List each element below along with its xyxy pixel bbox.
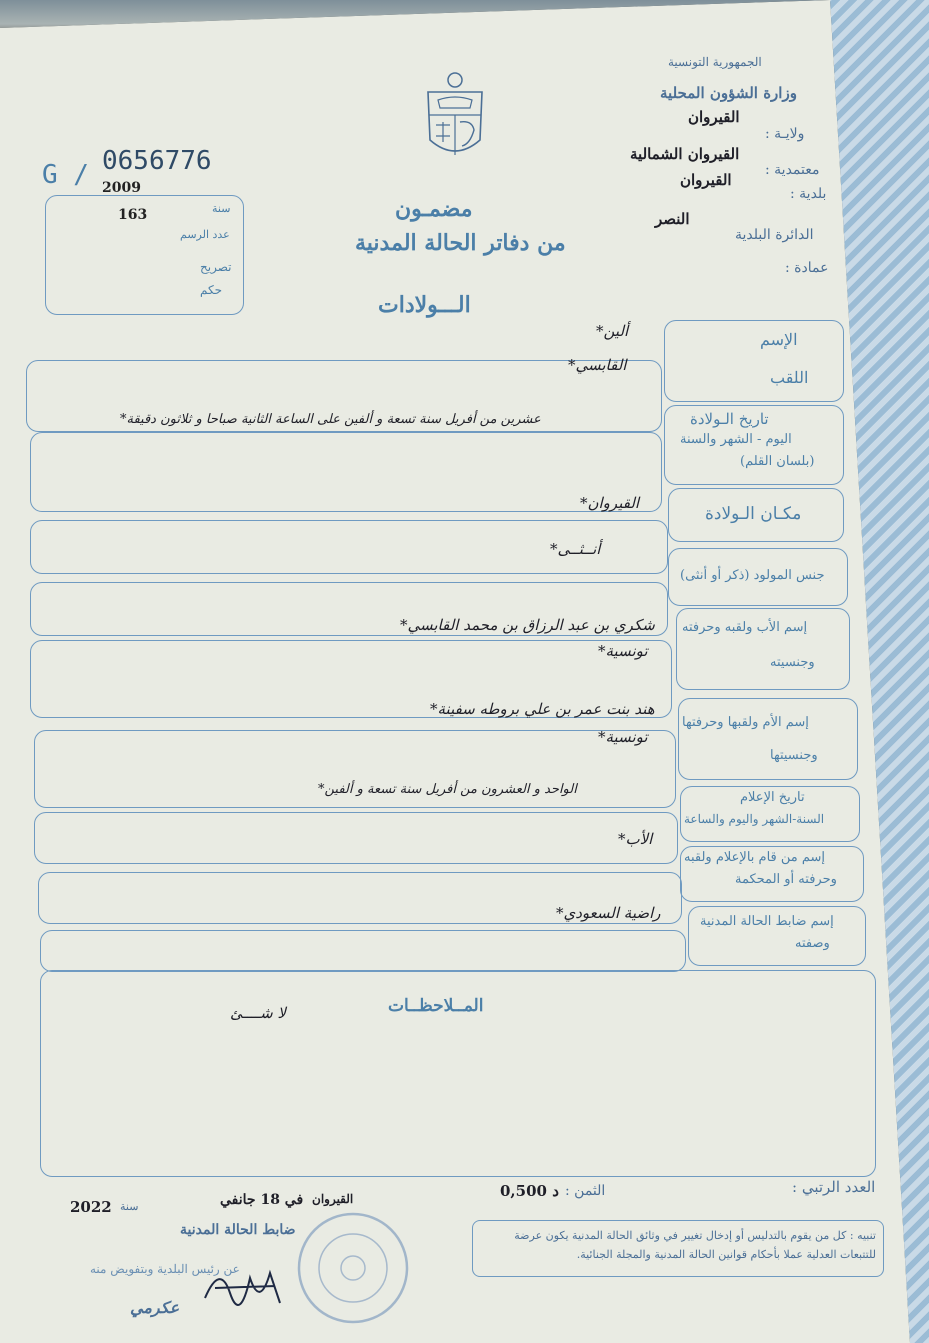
declaration-label: تصريح — [200, 260, 232, 274]
delegation-signature-text: عن رئيس البلدية وبتفويض منه — [90, 1262, 240, 1276]
value-officer: راضية السعودي* — [556, 904, 661, 922]
issue-year-label: سنة — [120, 1200, 139, 1213]
ministry-name: وزارة الشؤون المحلية — [660, 84, 797, 102]
document-subtitle: من دفاتر الحالة المدنية — [355, 230, 566, 256]
governorate-value: القيروان — [688, 108, 740, 126]
judgment-label: حكم — [200, 283, 223, 297]
registration-year: 2009 — [102, 180, 141, 196]
district-label: الدائرة البلدية — [735, 227, 814, 243]
label-name: الإسم — [760, 330, 798, 349]
value-box-declaration-date — [34, 812, 678, 864]
serial-number: 0656776 — [102, 146, 212, 176]
label-birth-place: مكـان الـولادة — [705, 504, 802, 524]
label-sex: جنس المولود (ذكر أو أنثى) — [680, 568, 825, 583]
value-box-birth-date — [30, 432, 662, 512]
year-label: سنة — [212, 202, 231, 215]
price-value: 0,500 د — [500, 1182, 559, 1200]
value-sex: أنــثــى* — [550, 540, 601, 558]
issue-date: في 18 جانفي — [220, 1192, 304, 1208]
municipality-label: بلدية : — [790, 186, 827, 202]
legal-notice: تنبيه : كل من يقوم بالتدليس أو إدخال تغيير في وثائق الحالة المدنية يكون عرضة للتتبعات العدلية عملا بأحكام قوانين الحالة المدنية والمجلة الجنائية. — [514, 1229, 876, 1261]
municipality-value: القيروان — [680, 171, 732, 189]
value-surname: القابسي* — [568, 356, 627, 374]
value-father-nationality: تونسية* — [598, 642, 648, 660]
rank-label: العدد الرتبي : — [792, 1178, 876, 1196]
value-box-officer — [40, 930, 686, 972]
value-father: شكري بن عبد الرزاق بن محمد القابسي* — [400, 616, 655, 634]
value-name: ألين* — [596, 322, 629, 340]
omda-label: عمادة : — [785, 260, 829, 276]
label-declaration-date: تاريخ الإعلام — [740, 790, 805, 805]
label-declarant-detail: وحرفته أو المحكمة — [735, 872, 837, 887]
label-birth-date: تاريخ الـولادة — [690, 410, 769, 428]
remarks-value: لا شــــئ — [230, 1004, 286, 1022]
value-declaration-date: الواحد و العشرون من أفريل سنة تسعة و ألفين* — [318, 782, 577, 797]
officer-title: ضابط الحالة المدنية — [180, 1222, 296, 1238]
label-surname: اللقب — [770, 368, 809, 387]
coat-of-arms-emblem — [420, 70, 490, 165]
document-title: مضمـون — [395, 196, 473, 222]
label-officer-title: وصفته — [795, 936, 830, 951]
delegation-label: معتمدية : — [765, 162, 820, 178]
label-declaration-date-detail: السنة-الشهر واليوم والساعة — [684, 812, 825, 826]
value-mother-nationality: تونسية* — [598, 728, 648, 746]
reg-number-label: عدد الرسم — [180, 228, 230, 241]
signer-name: عكرمي — [130, 1298, 180, 1317]
district-value: النصر — [655, 210, 690, 228]
label-father-nationality: وجنسيته — [770, 655, 815, 670]
label-father: إسم الأب ولقبه وحرفته — [682, 620, 808, 635]
label-mother-nationality: وجنسيتها — [770, 748, 818, 763]
value-birth-date: عشرين من أفريل سنة تسعة و ألفين على الساعة الثانية صباحا و ثلاثون دقيقة* — [120, 412, 541, 427]
label-declarant: إسم من قام بالإعلام ولقبه — [684, 850, 826, 865]
label-birth-date-note: (بلسان القلم) — [740, 454, 815, 469]
issue-year: 2022 — [70, 1198, 112, 1216]
value-declarant: الأب* — [618, 830, 653, 848]
value-birth-place: القيروان* — [580, 494, 640, 512]
handwritten-signature — [200, 1258, 290, 1318]
delegation-value: القيروان الشمالية — [630, 145, 740, 163]
issue-place: القيروان — [312, 1192, 354, 1206]
label-mother: إسم الأم ولقبها وحرفتها — [682, 715, 809, 730]
label-box-name — [664, 320, 844, 402]
section-title: الـــولادات — [378, 292, 471, 318]
official-stamp — [296, 1198, 411, 1338]
label-officer: إسم ضابط الحالة المدنية — [700, 914, 834, 929]
governorate-label: ولايـة : — [765, 126, 805, 142]
registration-number: 163 — [118, 207, 148, 223]
label-box-mother — [678, 698, 858, 780]
remarks-label: المــلاحظــات — [388, 996, 484, 1016]
label-birth-date-detail: اليوم - الشهر والسنة — [680, 432, 792, 447]
price-label: الثمن : — [565, 1183, 606, 1199]
republic-name: الجمهورية التونسية — [668, 55, 762, 69]
serial-prefix: G / — [42, 160, 89, 190]
value-mother: هند بنت عمر بن علي بروطه سفينة* — [430, 700, 655, 718]
